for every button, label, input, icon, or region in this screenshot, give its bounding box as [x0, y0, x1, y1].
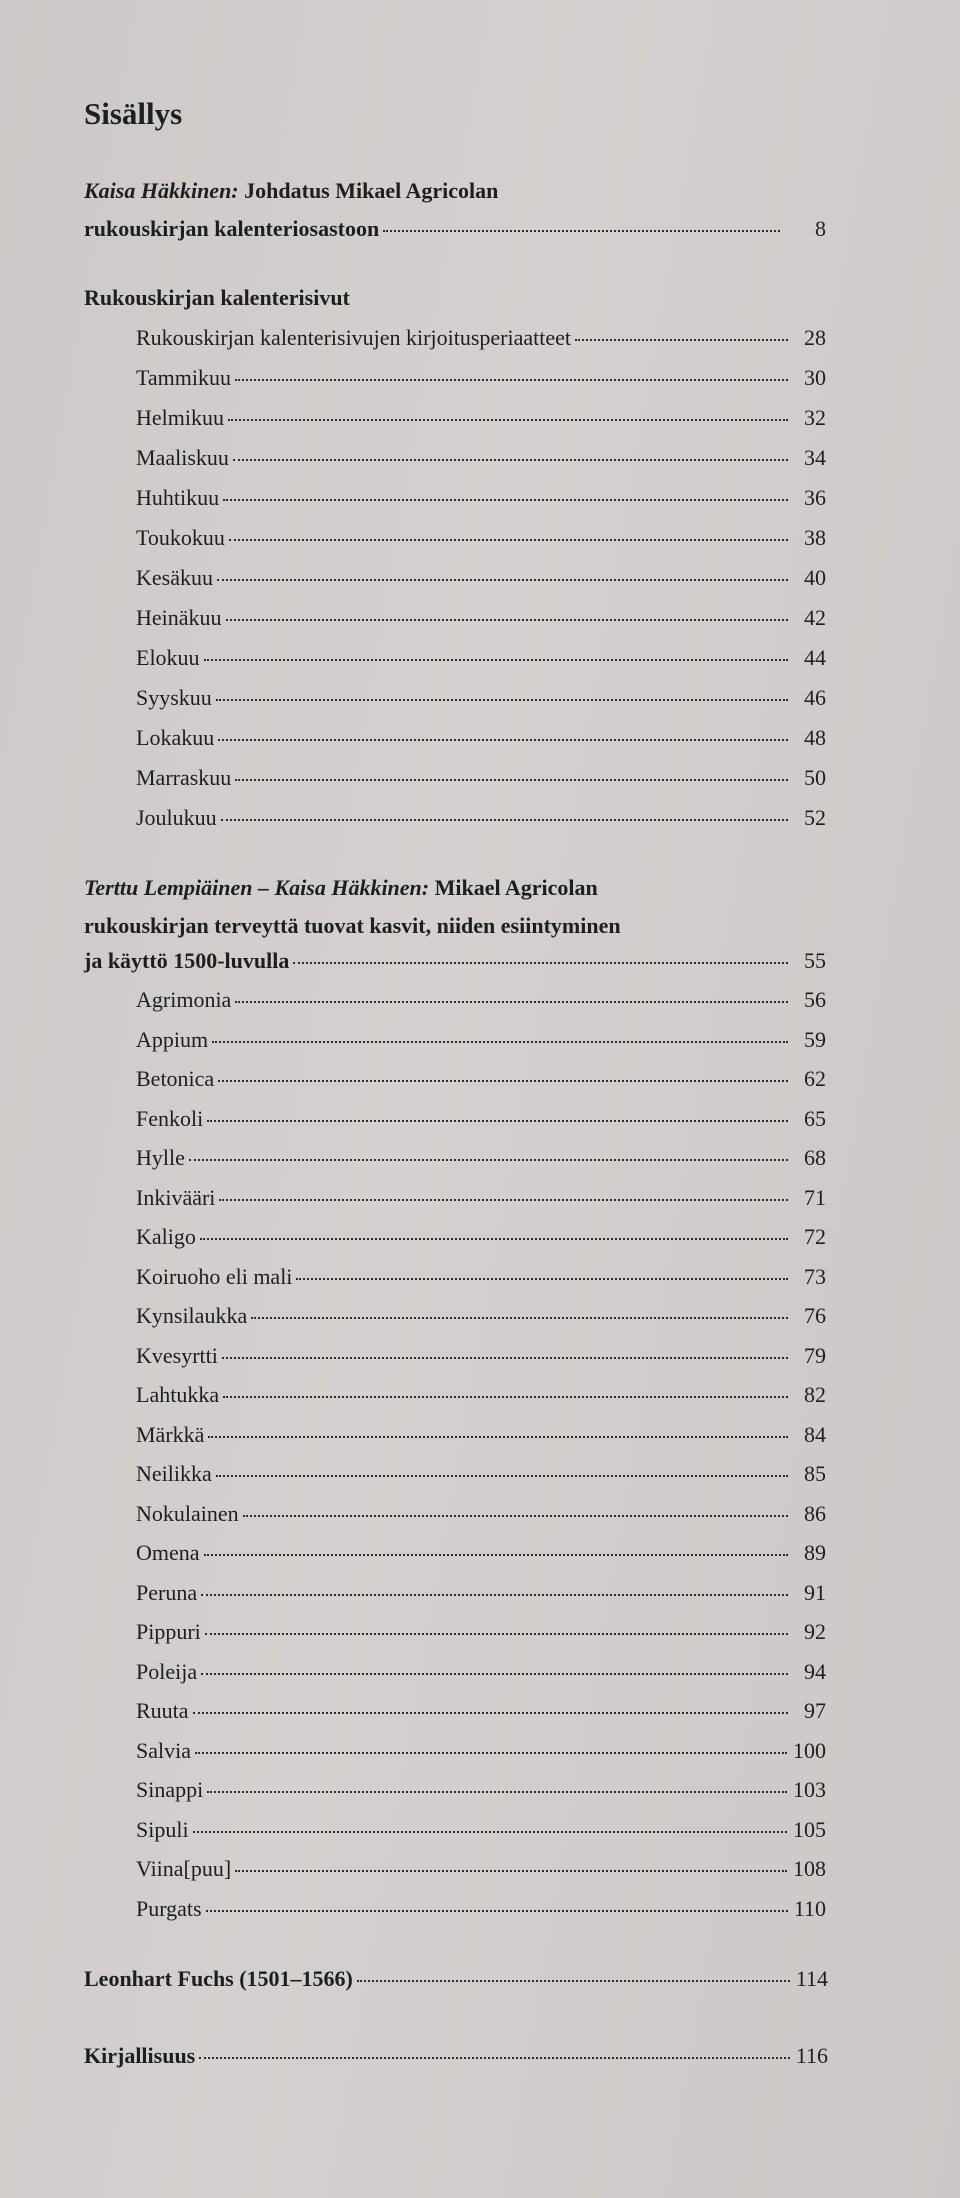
section1-line1: [84, 178, 498, 204]
entry-page: 8: [815, 216, 826, 241]
entry-page: 56: [804, 987, 826, 1012]
dot-leader: [199, 2057, 790, 2059]
entry-label: rukouskirjan kalenteriosastoon: [84, 216, 380, 241]
entry-label: Neilikka: [136, 1461, 212, 1486]
dot-leader: [293, 962, 788, 964]
toc-entry[interactable]: [136, 1461, 826, 1487]
dot-leader: [221, 819, 788, 821]
entry-page: 62: [804, 1066, 826, 1091]
entry-label: Elokuu: [136, 645, 200, 670]
entry-label: Sipuli: [136, 1816, 189, 1842]
dot-leader: [206, 1910, 788, 1912]
entry-page: 94: [804, 1658, 826, 1684]
toc-entry[interactable]: [136, 1540, 826, 1566]
entry-page: 34: [804, 445, 826, 470]
toc-entry[interactable]: [136, 325, 826, 351]
entry-page: 73: [804, 1263, 826, 1289]
dot-leader: [218, 739, 788, 741]
dot-leader: [189, 1159, 788, 1161]
toc-entry[interactable]: [136, 445, 826, 471]
toc-entry[interactable]: [136, 1777, 826, 1803]
toc-entry[interactable]: [136, 1343, 826, 1369]
entry-label: Kynsilaukka: [136, 1303, 248, 1328]
dot-leader: [212, 1041, 788, 1043]
entry-page: 40: [804, 565, 826, 590]
section3-title-line1: Mikael Agricolan: [434, 875, 598, 900]
entry-page: 89: [804, 1540, 826, 1565]
toc-entry[interactable]: [136, 1422, 826, 1448]
entry-label: Betonica: [136, 1066, 215, 1091]
entry-page: 52: [804, 805, 826, 830]
section3-line1: [84, 875, 598, 901]
entry-label: Purgats: [136, 1895, 202, 1921]
entry-label: Kirjallisuus: [84, 2043, 196, 2068]
dot-leader: [243, 1515, 788, 1517]
dot-leader: [205, 1633, 788, 1635]
entry-page: 97: [804, 1698, 826, 1723]
toc-entry[interactable]: [136, 1303, 826, 1329]
entry-label: Heinäkuu: [136, 605, 222, 630]
toc-entry[interactable]: [136, 1027, 826, 1053]
entry-page: 84: [804, 1421, 826, 1447]
entry-page: 100: [793, 1737, 826, 1763]
dot-leader: [216, 699, 788, 701]
dot-leader: [200, 1238, 788, 1240]
entry-page: 44: [804, 645, 826, 670]
entry-label: Märkkä: [136, 1421, 205, 1447]
entry-label: Lahtukka: [136, 1382, 220, 1407]
entry-page: 46: [804, 685, 826, 710]
dot-leader: [383, 230, 780, 232]
dot-leader: [207, 1120, 788, 1122]
toc-entry[interactable]: [136, 1066, 826, 1092]
entry-label: Appium: [136, 1026, 209, 1052]
dot-leader: [228, 419, 788, 421]
dot-leader: [235, 379, 788, 381]
toc-entry[interactable]: [136, 987, 826, 1013]
entry-label: Marraskuu: [136, 765, 232, 790]
toc-entry[interactable]: [136, 1659, 826, 1685]
entry-label: Rukouskirjan kalenterisivujen kirjoitusperiaatteet: [136, 325, 571, 350]
toc-entry[interactable]: [136, 1224, 826, 1250]
section1-title-line1: Johdatus Mikael Agricolan: [244, 178, 499, 203]
toc-entry-section3[interactable]: [84, 948, 826, 974]
entry-label: Nokulainen: [136, 1500, 239, 1526]
entry-page: 30: [804, 365, 826, 390]
dot-leader: [235, 1870, 787, 1872]
entry-page: 103: [793, 1777, 826, 1802]
toc-entry[interactable]: [136, 605, 826, 631]
toc-entry-section1[interactable]: [84, 216, 826, 242]
dot-leader: [193, 1712, 788, 1714]
entry-label: ja käyttö 1500-luvulla: [84, 948, 290, 973]
entry-label: Inkivääri: [136, 1184, 216, 1210]
dot-leader: [204, 1554, 788, 1556]
toc-entry[interactable]: [136, 1145, 826, 1171]
dot-leader: [219, 1199, 788, 1201]
entry-page: 86: [804, 1500, 826, 1526]
dot-leader: [207, 1791, 787, 1793]
entry-page: 32: [804, 405, 826, 430]
entry-label: Viina[puu]: [136, 1856, 232, 1881]
dot-leader: [208, 1436, 788, 1438]
toc-entry[interactable]: [136, 1106, 826, 1132]
entry-page: 28: [804, 325, 826, 350]
entry-label: Omena: [136, 1540, 200, 1565]
dot-leader: [296, 1278, 788, 1280]
dot-leader: [226, 619, 788, 621]
toc-entry[interactable]: [136, 1856, 826, 1882]
entry-label: Huhtikuu: [136, 485, 220, 510]
entry-label: Poleija: [136, 1658, 198, 1684]
entry-page: 85: [804, 1461, 826, 1486]
toc-entry[interactable]: [136, 1264, 826, 1290]
entry-label: Fenkoli: [136, 1105, 204, 1131]
dot-leader: [201, 1594, 788, 1596]
section1-author: Kaisa Häkkinen:: [84, 178, 239, 203]
toc-entry-section5[interactable]: [84, 2043, 828, 2069]
toc-entry[interactable]: [136, 485, 826, 511]
toc-entry[interactable]: [136, 365, 826, 391]
entry-label: Sinappi: [136, 1777, 204, 1802]
toc-entry[interactable]: [136, 565, 826, 591]
dot-leader: [222, 1357, 788, 1359]
entry-label: Leonhart Fuchs (1501–1566): [84, 1966, 353, 1991]
entry-page: 91: [804, 1579, 826, 1605]
entry-page: 82: [804, 1382, 826, 1407]
dot-leader: [223, 1396, 788, 1398]
dot-leader: [216, 1475, 788, 1477]
toc-entry[interactable]: [136, 805, 826, 831]
dot-leader: [218, 1080, 788, 1082]
toc-entry[interactable]: [136, 725, 826, 751]
entry-page: 72: [804, 1224, 826, 1249]
entry-page: 48: [804, 725, 826, 750]
entry-label: Ruuta: [136, 1698, 189, 1723]
dot-leader: [223, 499, 788, 501]
entry-page: 68: [804, 1145, 826, 1170]
toc-entry[interactable]: [136, 1896, 826, 1922]
entry-label: Maaliskuu: [136, 445, 229, 470]
entry-page: 114: [795, 1966, 828, 1991]
entry-page: 65: [804, 1105, 826, 1131]
section3-title-line2: rukouskirjan terveyttä tuovat kasvit, niiden esiintyminen: [84, 913, 621, 938]
entry-page: 55: [804, 948, 826, 973]
entry-label: Kvesyrtti: [136, 1342, 218, 1368]
toc-entry-section4[interactable]: [84, 1966, 828, 1992]
toc-entry[interactable]: [136, 1185, 826, 1211]
entry-label: Hylle: [136, 1145, 185, 1170]
entry-label: Joulukuu: [136, 805, 217, 830]
entry-page: 79: [804, 1342, 826, 1368]
toc-entry[interactable]: [136, 765, 826, 791]
toc-entry[interactable]: [136, 1619, 826, 1645]
entry-label: Syyskuu: [136, 685, 212, 710]
dot-leader: [229, 539, 788, 541]
dot-leader: [235, 779, 788, 781]
entry-page: 110: [793, 1895, 826, 1921]
dot-leader: [201, 1673, 788, 1675]
dot-leader: [195, 1752, 787, 1754]
dot-leader: [235, 1001, 788, 1003]
page-title: Sisällys: [84, 96, 183, 131]
entry-label: Toukokuu: [136, 525, 225, 550]
entry-label: Pippuri: [136, 1619, 201, 1644]
entry-label: Agrimonia: [136, 987, 232, 1012]
entry-page: 59: [804, 1026, 826, 1052]
entry-page: 76: [804, 1303, 826, 1328]
entry-page: 36: [804, 485, 826, 510]
toc-entry[interactable]: [136, 685, 826, 711]
entry-label: Salvia: [136, 1737, 191, 1763]
dot-leader: [251, 1317, 788, 1319]
dot-leader: [217, 579, 788, 581]
entry-label: Peruna: [136, 1579, 198, 1605]
toc-entry[interactable]: [136, 1580, 826, 1606]
toc-entry[interactable]: [136, 1738, 826, 1764]
dot-leader: [193, 1831, 787, 1833]
entry-page: 116: [795, 2043, 828, 2068]
entry-page: 105: [793, 1816, 826, 1842]
toc-entry[interactable]: [136, 645, 826, 671]
entry-page: 50: [804, 765, 826, 790]
dot-leader: [233, 459, 788, 461]
dot-leader: [357, 1980, 790, 1982]
dot-leader: [575, 339, 788, 341]
entry-label: Kesäkuu: [136, 565, 213, 590]
entry-page: 92: [804, 1619, 826, 1644]
toc-entry[interactable]: [136, 525, 826, 551]
entry-label: Lokakuu: [136, 725, 215, 750]
entry-page: 38: [804, 525, 826, 550]
entry-label: Helmikuu: [136, 405, 224, 430]
section2-heading: Rukouskirjan kalenterisivut: [84, 285, 350, 310]
entry-label: Kaligo: [136, 1224, 196, 1249]
toc-entry[interactable]: [136, 1817, 826, 1843]
entry-page: 108: [793, 1856, 826, 1881]
toc-entry[interactable]: [136, 405, 826, 431]
toc-entry[interactable]: [136, 1382, 826, 1408]
section3-authors: Terttu Lempiäinen – Kaisa Häkkinen:: [84, 875, 430, 900]
entry-page: 71: [804, 1184, 826, 1210]
entry-label: Koiruoho eli mali: [136, 1263, 293, 1289]
toc-entry[interactable]: [136, 1698, 826, 1724]
entry-label: Tammikuu: [136, 365, 232, 390]
dot-leader: [204, 659, 788, 661]
entry-page: 42: [804, 605, 826, 630]
toc-entry[interactable]: [136, 1501, 826, 1527]
